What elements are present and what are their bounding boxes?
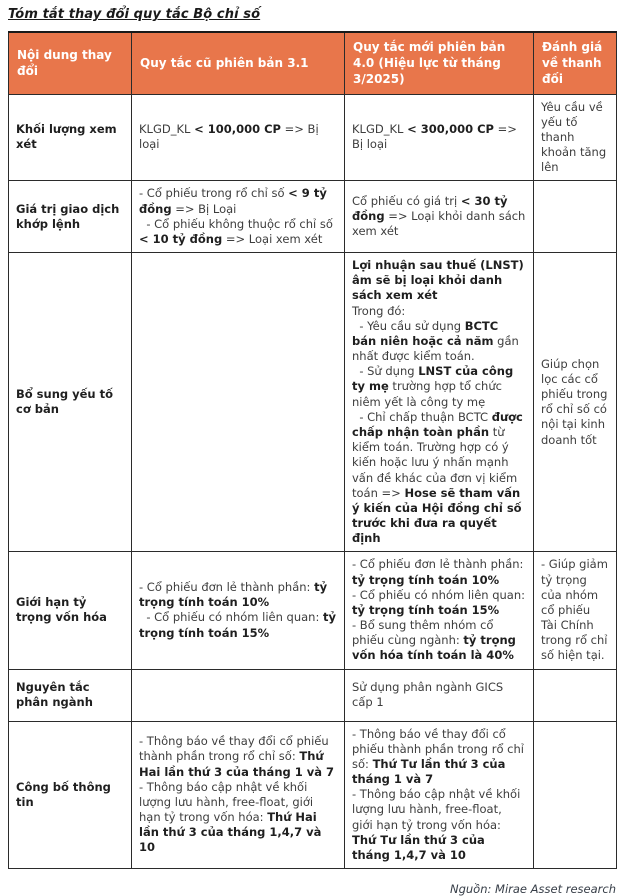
cell-khoi-luong-xem-xet-col1: KLGD_KL < 100,000 CP => Bị loại xyxy=(132,94,345,181)
cell-bo-sung-yeu-to-co-ban-col2: Lợi nhuận sau thuế (LNST) âm sẽ bị loại khỏi danh sách xem xét Trong đó: - Yêu cầu sử dụng BCTC bán niên hoặc cả năm gần nhất được kiểm toán. - Sử dụng LNST của công ty mẹ trường hợp tổ chức niêm yết là công ty mẹ - Chỉ chấp thuận BCTC được chấp nhận toàn phần từ kiểm toán. Trường hợp có ý kiến hoặc lưu ý nhấn mạnh vấn đề khác của đơn vị kiểm toán => Hose sẽ tham vấn ý kiến của Hội đồng chỉ số trước khi đưa ra quyết định xyxy=(345,253,534,552)
table-row-gioi-han-ty-trong-von-hoa xyxy=(9,552,617,669)
cell-gioi-han-ty-trong-von-hoa-col1: - Cổ phiếu đơn lẻ thành phần: tỷ trọng tính toán 10% - Cổ phiếu có nhóm liên quan: tỷ trọng tính toán 15% xyxy=(132,552,345,669)
index-rules-table xyxy=(8,31,617,869)
table-row-gia-tri-giao-dich-khop-lenh xyxy=(9,181,617,253)
cell-khoi-luong-xem-xet-col3: Yêu cầu về yếu tố thanh khoản tăng lên xyxy=(534,94,617,181)
cell-nguyen-tac-phan-nganh-col0: Nguyên tắc phân ngành xyxy=(9,669,132,721)
cell-gia-tri-giao-dich-khop-lenh-col2: Cổ phiếu có giá trị < 30 tỷ đồng => Loại khỏi danh sách xem xét xyxy=(345,181,534,253)
cell-khoi-luong-xem-xet-col0: Khối lượng xem xét xyxy=(9,94,132,181)
cell-gia-tri-giao-dich-khop-lenh-col1: - Cổ phiếu trong rổ chỉ số < 9 tỷ đồng => Bị Loại - Cổ phiếu không thuộc rổ chỉ số < 10 tỷ đồng => Loại xem xét xyxy=(132,181,345,253)
cell-nguyen-tac-phan-nganh-col3 xyxy=(534,669,617,721)
table-body xyxy=(9,94,617,869)
cell-cong-bo-thong-tin-col0: Công bố thông tin xyxy=(9,721,132,869)
table-row-bo-sung-yeu-to-co-ban xyxy=(9,253,617,552)
table-header-row xyxy=(9,32,617,94)
cell-gia-tri-giao-dich-khop-lenh-col3 xyxy=(534,181,617,253)
cell-cong-bo-thong-tin-col2: - Thông báo về thay đổi cổ phiếu thành phần trong rổ chỉ số: Thứ Tư lần thứ 3 của tháng 1 và 7 - Thông báo cập nhật về khối lượng lưu hành, free-float, giới hạn tỷ trong vốn hóa: Thứ Tư lần thứ 3 của tháng 1,4,7 và 10 xyxy=(345,721,534,869)
cell-gia-tri-giao-dich-khop-lenh-col0: Giá trị giao dịch khớp lệnh xyxy=(9,181,132,253)
table-row-cong-bo-thong-tin xyxy=(9,721,617,869)
header-cell-1: Quy tắc cũ phiên bản 3.1 xyxy=(132,32,345,94)
header-cell-0: Nội dung thay đổi xyxy=(9,32,132,94)
header-cell-3: Đánh giá về thanh đối xyxy=(534,32,617,94)
cell-khoi-luong-xem-xet-col2: KLGD_KL < 300,000 CP => Bị loại xyxy=(345,94,534,181)
table-row-khoi-luong-xem-xet xyxy=(9,94,617,181)
cell-cong-bo-thong-tin-col3 xyxy=(534,721,617,869)
page-title: Tóm tắt thay đổi quy tắc Bộ chỉ số xyxy=(8,7,261,22)
cell-gioi-han-ty-trong-von-hoa-col3: - Giúp giảm tỷ trọng của nhóm cổ phiếu Tài Chính trong rổ chỉ số hiện tại. xyxy=(534,552,617,669)
cell-cong-bo-thong-tin-col1: - Thông báo về thay đổi cổ phiếu thành phần trong rổ chỉ số: Thứ Hai lần thứ 3 của tháng 1 và 7 - Thông báo cập nhật về khối lượng lưu hành, free-float, giới hạn tỷ trong vốn hóa: Thứ Hai lần thứ 3 của tháng 1,4,7 và 10 xyxy=(132,721,345,869)
cell-gioi-han-ty-trong-von-hoa-col2: - Cổ phiếu đơn lẻ thành phần: tỷ trọng tính toán 10% - Cổ phiếu có nhóm liên quan: tỷ trọng tính toán 15% - Bổ sung thêm nhóm cổ phiếu cùng ngành: tỷ trọng vốn hóa tính toán là 40% xyxy=(345,552,534,669)
cell-bo-sung-yeu-to-co-ban-col3: Giúp chọn lọc các cổ phiếu trong rổ chỉ số có nội tại kinh doanh tốt xyxy=(534,253,617,552)
cell-gioi-han-ty-trong-von-hoa-col0: Giới hạn tỷ trọng vốn hóa xyxy=(9,552,132,669)
table-row-nguyen-tac-phan-nganh xyxy=(9,669,617,721)
cell-nguyen-tac-phan-nganh-col2: Sử dụng phân ngành GICS cấp 1 xyxy=(345,669,534,721)
cell-nguyen-tac-phan-nganh-col1 xyxy=(132,669,345,721)
source-note: Nguồn: Mirae Asset research xyxy=(449,882,616,896)
cell-bo-sung-yeu-to-co-ban-col0: Bổ sung yếu tố cơ bản xyxy=(9,253,132,552)
header-cell-2: Quy tắc mới phiên bản 4.0 (Hiệu lực từ tháng 3/2025) xyxy=(345,32,534,94)
cell-bo-sung-yeu-to-co-ban-col1 xyxy=(132,253,345,552)
